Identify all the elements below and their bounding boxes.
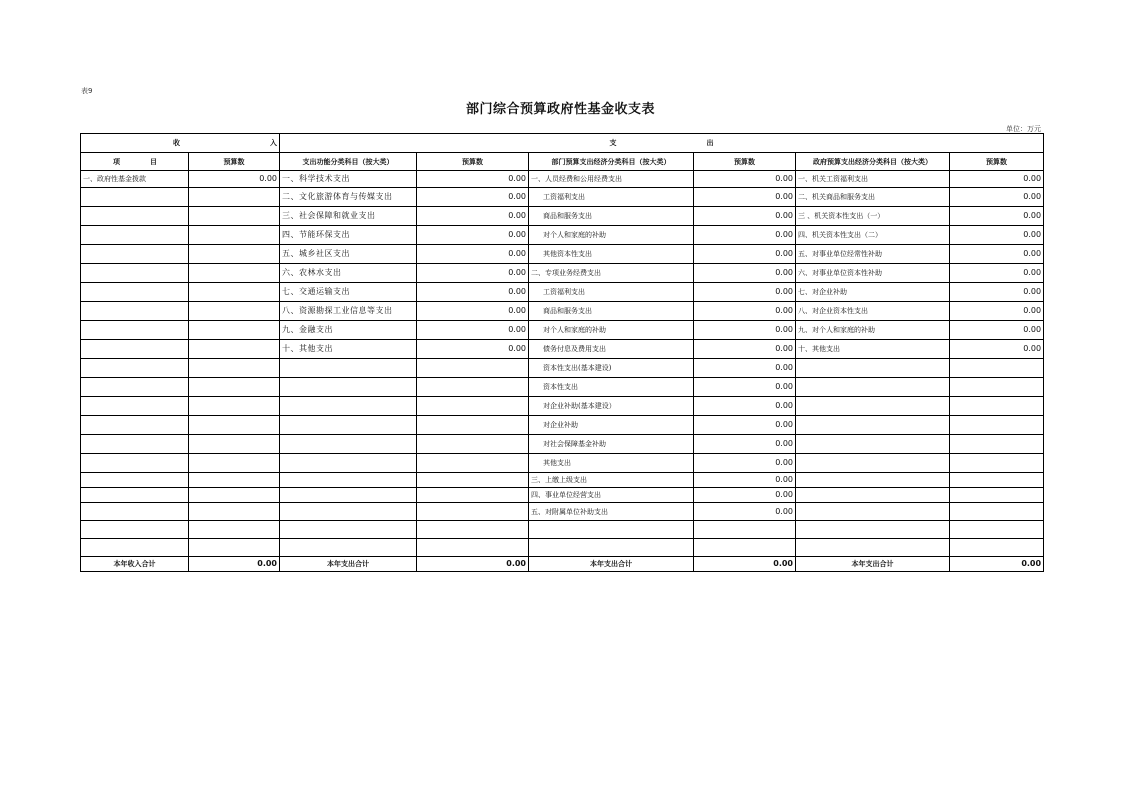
func-amount-cell: 0.00 [417, 321, 529, 340]
gov-item-cell [796, 473, 950, 488]
func-amount-cell: 0.00 [417, 207, 529, 226]
dept-amount-cell [694, 521, 796, 539]
func-amount-cell: 0.00 [417, 226, 529, 245]
table-row [81, 188, 1044, 207]
dept-econ-class-header: 部门预算支出经济分类科目（按大类） [529, 153, 694, 171]
gov-item-cell [796, 521, 950, 539]
gov-amount-cell [950, 473, 1044, 488]
func-class-header: 支出功能分类科目（按大类） [280, 153, 417, 171]
dept-amount-cell: 0.00 [694, 378, 796, 397]
gov-item-cell: 五、对事业单位经常性补助 [796, 245, 950, 264]
gov-item-cell: 十、其他支出 [796, 340, 950, 359]
dept-item-cell: 对个人和家庭的补助 [529, 226, 694, 245]
table-row [81, 503, 1044, 521]
dept-total-amount: 0.00 [694, 557, 796, 572]
gov-item-cell: 二、机关商品和服务支出 [796, 188, 950, 207]
income-amount-cell: 0.00 [189, 171, 280, 188]
table-row [81, 397, 1044, 416]
income-item-cell [81, 359, 189, 378]
func-amount-cell [417, 488, 529, 503]
func-item-cell: 二、文化旅游体育与传媒支出 [280, 188, 417, 207]
table-row [81, 473, 1044, 488]
dept-amount-cell: 0.00 [694, 188, 796, 207]
func-amount-cell: 0.00 [417, 302, 529, 321]
gov-item-cell [796, 435, 950, 454]
gov-amount-cell [950, 435, 1044, 454]
gov-item-cell: 六、对事业单位资本性补助 [796, 264, 950, 283]
table-row [81, 321, 1044, 340]
income-budget-header: 预算数 [189, 153, 280, 171]
gov-amount-cell [950, 503, 1044, 521]
gov-item-cell [796, 539, 950, 557]
income-item-cell [81, 539, 189, 557]
dept-amount-cell: 0.00 [694, 397, 796, 416]
income-item-cell [81, 416, 189, 435]
gov-item-cell [796, 454, 950, 473]
table-row [81, 454, 1044, 473]
dept-item-cell: 对社会保障基金补助 [529, 435, 694, 454]
income-item-cell [81, 503, 189, 521]
func-amount-cell [417, 503, 529, 521]
income-item-cell [81, 283, 189, 302]
income-amount-cell [189, 188, 280, 207]
gov-item-cell [796, 397, 950, 416]
dept-item-cell: 五、对附属单位补助支出 [529, 503, 694, 521]
income-amount-cell [189, 378, 280, 397]
gov-amount-cell [950, 454, 1044, 473]
dept-item-cell: 对个人和家庭的补助 [529, 321, 694, 340]
fund-budget-table [80, 133, 1044, 572]
func-total-amount: 0.00 [417, 557, 529, 572]
func-item-cell [280, 359, 417, 378]
table-row [81, 359, 1044, 378]
income-amount-cell [189, 539, 280, 557]
gov-item-cell [796, 416, 950, 435]
income-header: 收入 [81, 134, 280, 153]
dept-item-cell: 对企业补助 [529, 416, 694, 435]
func-item-cell [280, 473, 417, 488]
gov-amount-cell: 0.00 [950, 283, 1044, 302]
dept-item-cell: 资本性支出 [529, 378, 694, 397]
func-amount-cell [417, 473, 529, 488]
func-amount-cell [417, 397, 529, 416]
table-row [81, 171, 1044, 188]
gov-econ-class-header: 政府预算支出经济分类科目（按大类） [796, 153, 950, 171]
income-item-cell [81, 378, 189, 397]
total-row [81, 557, 1044, 572]
table-row [81, 302, 1044, 321]
table-row [81, 264, 1044, 283]
income-amount-cell [189, 340, 280, 359]
func-amount-cell [417, 359, 529, 378]
func-item-cell [280, 397, 417, 416]
table-row [81, 435, 1044, 454]
gov-item-cell: 三 、机关资本性支出（一） [796, 207, 950, 226]
item-header: 项目 [81, 153, 189, 171]
income-item-cell [81, 340, 189, 359]
table-row [81, 488, 1044, 503]
gov-amount-cell: 0.00 [950, 321, 1044, 340]
dept-amount-cell: 0.00 [694, 416, 796, 435]
gov-amount-cell: 0.00 [950, 302, 1044, 321]
func-amount-cell: 0.00 [417, 340, 529, 359]
gov-item-cell [796, 378, 950, 397]
gov-amount-cell [950, 539, 1044, 557]
income-amount-cell [189, 454, 280, 473]
gov-item-cell: 七、对企业补助 [796, 283, 950, 302]
gov-amount-cell: 0.00 [950, 188, 1044, 207]
dept-amount-cell: 0.00 [694, 488, 796, 503]
dept-amount-cell: 0.00 [694, 321, 796, 340]
dept-item-cell: 四、事业单位经营支出 [529, 488, 694, 503]
dept-amount-cell: 0.00 [694, 226, 796, 245]
func-item-cell: 七、交通运输支出 [280, 283, 417, 302]
func-amount-cell: 0.00 [417, 264, 529, 283]
income-amount-cell [189, 207, 280, 226]
header-category-row [81, 134, 1044, 153]
income-item-cell [81, 207, 189, 226]
dept-item-cell: 其他支出 [529, 454, 694, 473]
income-item-cell [81, 521, 189, 539]
gov-item-cell: 四、机关资本性支出（二） [796, 226, 950, 245]
gov-item-cell [796, 359, 950, 378]
gov-amount-cell: 0.00 [950, 171, 1044, 188]
gov-amount-cell: 0.00 [950, 226, 1044, 245]
income-item-cell [81, 397, 189, 416]
func-amount-cell [417, 378, 529, 397]
income-item-cell [81, 302, 189, 321]
dept-item-cell: 债务付息及费用支出 [529, 340, 694, 359]
income-item-cell [81, 321, 189, 340]
func-item-cell [280, 539, 417, 557]
func-amount-cell: 0.00 [417, 283, 529, 302]
dept-amount-cell: 0.00 [694, 340, 796, 359]
table-row [81, 245, 1044, 264]
dept-amount-cell: 0.00 [694, 435, 796, 454]
gov-amount-cell: 0.00 [950, 340, 1044, 359]
table-row [81, 340, 1044, 359]
dept-amount-cell: 0.00 [694, 359, 796, 378]
dept-item-cell: 二、专项业务经费支出 [529, 264, 694, 283]
gov-item-cell [796, 488, 950, 503]
func-total-label: 本年支出合计 [280, 557, 417, 572]
func-item-cell: 四、节能环保支出 [280, 226, 417, 245]
func-amount-cell [417, 539, 529, 557]
dept-item-cell [529, 539, 694, 557]
income-amount-cell [189, 302, 280, 321]
dept-amount-cell: 0.00 [694, 302, 796, 321]
page-title: 部门综合预算政府性基金收支表 [465, 102, 655, 117]
dept-item-cell: 工资福利支出 [529, 283, 694, 302]
dept-amount-cell: 0.00 [694, 207, 796, 226]
income-amount-cell [189, 473, 280, 488]
dept-item-cell: 商品和服务支出 [529, 302, 694, 321]
dept-item-cell: 资本性支出(基本建设) [529, 359, 694, 378]
dept-item-cell: 商品和服务支出 [529, 207, 694, 226]
gov-amount-cell [950, 378, 1044, 397]
gov-amount-cell: 0.00 [950, 245, 1044, 264]
gov-item-cell [796, 503, 950, 521]
func-item-cell: 八、资源勘探工业信息等支出 [280, 302, 417, 321]
gov-amount-cell [950, 416, 1044, 435]
income-amount-cell [189, 397, 280, 416]
gov-item-cell: 九、对个人和家庭的补助 [796, 321, 950, 340]
gov-item-cell: 一、机关工资福利支出 [796, 171, 950, 188]
gov-amount-cell: 0.00 [950, 207, 1044, 226]
income-item-cell [81, 226, 189, 245]
income-amount-cell [189, 488, 280, 503]
header-column-row [81, 153, 1044, 171]
dept-item-cell: 一、人员经费和公用经费支出 [529, 171, 694, 188]
table-row [81, 226, 1044, 245]
func-item-cell [280, 488, 417, 503]
income-item-cell [81, 435, 189, 454]
dept-amount-cell [694, 539, 796, 557]
dept-amount-cell: 0.00 [694, 283, 796, 302]
dept-amount-cell: 0.00 [694, 171, 796, 188]
func-item-cell: 六、农林水支出 [280, 264, 417, 283]
income-amount-cell [189, 359, 280, 378]
gov-total-label: 本年支出合计 [796, 557, 950, 572]
gov-budget-header: 预算数 [950, 153, 1044, 171]
income-item-cell [81, 454, 189, 473]
income-amount-cell [189, 283, 280, 302]
dept-item-cell: 三、上缴上级支出 [529, 473, 694, 488]
func-amount-cell [417, 416, 529, 435]
func-item-cell: 九、金融支出 [280, 321, 417, 340]
expense-header: 支出 [280, 134, 1044, 153]
table-row [81, 378, 1044, 397]
dept-item-cell: 对企业补助(基本建设） [529, 397, 694, 416]
gov-total-amount: 0.00 [950, 557, 1044, 572]
gov-amount-cell [950, 488, 1044, 503]
func-amount-cell [417, 435, 529, 454]
gov-amount-cell [950, 521, 1044, 539]
income-amount-cell [189, 226, 280, 245]
income-item-cell [81, 264, 189, 283]
func-amount-cell [417, 454, 529, 473]
dept-amount-cell: 0.00 [694, 245, 796, 264]
income-total-label: 本年收入合计 [81, 557, 189, 572]
func-item-cell [280, 454, 417, 473]
table-row [81, 207, 1044, 226]
func-item-cell [280, 435, 417, 454]
income-item-cell [81, 473, 189, 488]
dept-item-cell: 其他资本性支出 [529, 245, 694, 264]
dept-amount-cell: 0.00 [694, 264, 796, 283]
income-amount-cell [189, 503, 280, 521]
income-amount-cell [189, 416, 280, 435]
income-item-cell [81, 188, 189, 207]
func-amount-cell [417, 521, 529, 539]
dept-amount-cell: 0.00 [694, 454, 796, 473]
dept-amount-cell: 0.00 [694, 473, 796, 488]
func-item-cell: 十、其他支出 [280, 340, 417, 359]
dept-amount-cell: 0.00 [694, 503, 796, 521]
income-amount-cell [189, 245, 280, 264]
dept-item-cell [529, 521, 694, 539]
table-number: 表9 [81, 87, 93, 95]
func-item-cell [280, 521, 417, 539]
func-item-cell: 五、城乡社区支出 [280, 245, 417, 264]
income-amount-cell [189, 521, 280, 539]
table-row [81, 521, 1044, 539]
func-item-cell [280, 378, 417, 397]
income-item-cell [81, 245, 189, 264]
gov-amount-cell: 0.00 [950, 264, 1044, 283]
func-amount-cell: 0.00 [417, 188, 529, 207]
gov-item-cell: 八、对企业资本性支出 [796, 302, 950, 321]
func-item-cell [280, 503, 417, 521]
income-amount-cell [189, 321, 280, 340]
func-budget-header: 预算数 [417, 153, 529, 171]
dept-item-cell: 工资福利支出 [529, 188, 694, 207]
func-item-cell [280, 416, 417, 435]
gov-amount-cell [950, 359, 1044, 378]
func-item-cell: 三、社会保障和就业支出 [280, 207, 417, 226]
func-amount-cell: 0.00 [417, 245, 529, 264]
unit-label: 单位：万元 [1006, 125, 1041, 133]
dept-budget-header: 预算数 [694, 153, 796, 171]
table-row [81, 283, 1044, 302]
income-total-amount: 0.00 [189, 557, 280, 572]
gov-amount-cell [950, 397, 1044, 416]
income-amount-cell [189, 435, 280, 454]
income-amount-cell [189, 264, 280, 283]
dept-total-label: 本年支出合计 [529, 557, 694, 572]
table-row [81, 539, 1044, 557]
func-amount-cell: 0.00 [417, 171, 529, 188]
income-item-cell: 一、政府性基金拨款 [81, 171, 189, 188]
func-item-cell: 一、科学技术支出 [280, 171, 417, 188]
income-item-cell [81, 488, 189, 503]
table-row [81, 416, 1044, 435]
